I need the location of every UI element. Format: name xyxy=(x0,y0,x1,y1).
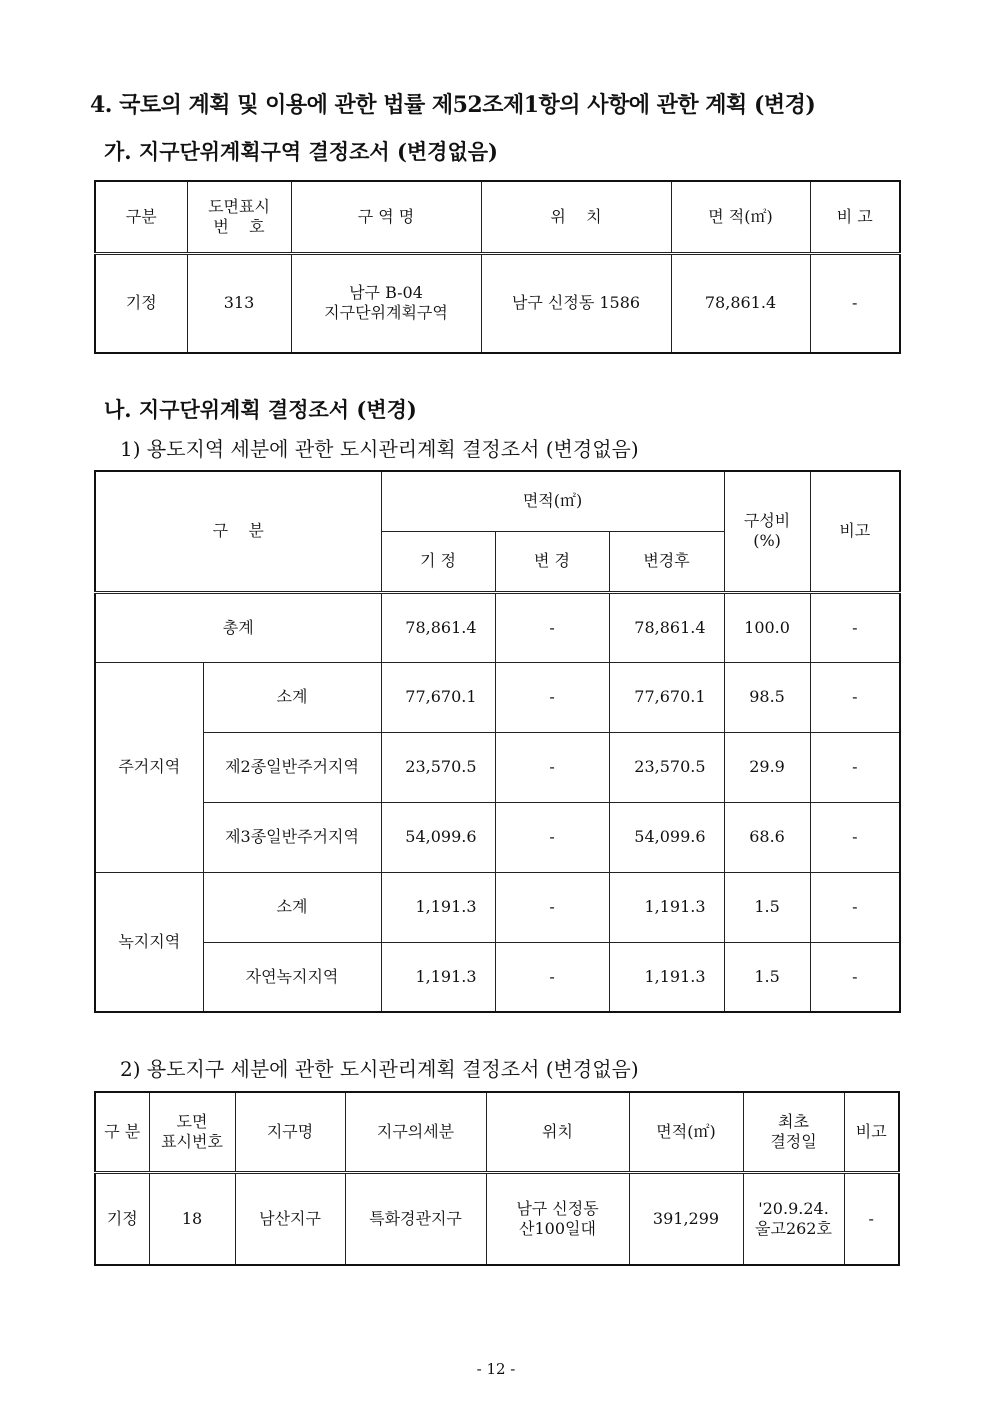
header-type: 구 분 xyxy=(95,471,381,592)
cell-change: - xyxy=(495,662,609,732)
table-row xyxy=(95,1172,899,1265)
cell-existing: 1,191.3 xyxy=(381,872,495,942)
cell-remarks: - xyxy=(810,592,900,662)
cell-remarks: - xyxy=(844,1172,899,1265)
header-district-name: 지구명 xyxy=(235,1092,345,1172)
header-area: 면적(㎡) xyxy=(629,1092,743,1172)
table-row xyxy=(95,872,900,942)
header-area: 면 적(㎡) xyxy=(671,181,810,253)
cell-remarks: - xyxy=(810,942,900,1012)
land-use-district-table xyxy=(94,1091,900,1266)
cell-existing: 77,670.1 xyxy=(381,662,495,732)
cell-change: - xyxy=(495,872,609,942)
header-location: 위 치 xyxy=(481,181,671,253)
cell-remarks: - xyxy=(810,802,900,872)
cell-label: 제3종일반주거지역 xyxy=(203,802,381,872)
cell-label: 소계 xyxy=(203,662,381,732)
header-ratio: 구성비 (%) xyxy=(724,471,810,592)
table-row xyxy=(95,942,900,1012)
subsection-heading-1: 1) 용도지역 세분에 관한 도시관리계획 결정조서 (변경없음) xyxy=(120,437,639,461)
section-heading-a: 가. 지구단위계획구역 결정조서 (변경없음) xyxy=(104,139,498,164)
district-plan-zone-table xyxy=(94,180,901,354)
cell-label: 소계 xyxy=(203,872,381,942)
cell-label: 총계 xyxy=(95,592,381,662)
table-row xyxy=(95,802,900,872)
header-remarks: 비 고 xyxy=(810,181,900,253)
cell-remarks: - xyxy=(810,662,900,732)
cell-after: 23,570.5 xyxy=(609,732,724,802)
cell-remarks: - xyxy=(810,872,900,942)
cell-label: 자연녹지지역 xyxy=(203,942,381,1012)
cell-after: 1,191.3 xyxy=(609,872,724,942)
cell-existing: 1,191.3 xyxy=(381,942,495,1012)
section-heading-b: 나. 지구단위계획 결정조서 (변경) xyxy=(104,397,417,422)
cell-existing: 23,570.5 xyxy=(381,732,495,802)
cell-location: 남구 신정동 1586 xyxy=(481,253,671,353)
header-subdivision: 지구의세분 xyxy=(345,1092,486,1172)
cell-ratio: 1.5 xyxy=(724,942,810,1012)
table-row xyxy=(95,732,900,802)
table-row xyxy=(95,253,900,353)
cell-subdivision: 특화경관지구 xyxy=(345,1172,486,1265)
cell-after: 78,861.4 xyxy=(609,592,724,662)
group-residential: 주거지역 xyxy=(95,662,203,872)
cell-ratio: 68.6 xyxy=(724,802,810,872)
header-existing: 기 정 xyxy=(381,531,495,592)
cell-type: 기정 xyxy=(95,253,187,353)
header-area: 면적(㎡) xyxy=(381,471,724,531)
cell-change: - xyxy=(495,942,609,1012)
header-after: 변경후 xyxy=(609,531,724,592)
cell-existing: 78,861.4 xyxy=(381,592,495,662)
subsection-heading-2: 2) 용도지구 세분에 관한 도시관리계획 결정조서 (변경없음) xyxy=(120,1057,639,1081)
cell-remarks: - xyxy=(810,253,900,353)
land-use-zone-table xyxy=(94,470,901,1013)
cell-after: 77,670.1 xyxy=(609,662,724,732)
cell-location: 남구 신정동 산100일대 xyxy=(486,1172,629,1265)
header-zone-name: 구 역 명 xyxy=(291,181,481,253)
cell-first-decision: '20.9.24. 울고262호 xyxy=(743,1172,844,1265)
cell-type: 기정 xyxy=(95,1172,149,1265)
cell-district-name: 남산지구 xyxy=(235,1172,345,1265)
cell-ratio: 29.9 xyxy=(724,732,810,802)
header-remarks: 비고 xyxy=(844,1092,899,1172)
section-heading-4: 4. 국토의 계획 및 이용에 관한 법률 제52조제1항의 사항에 관한 계획 (변경) xyxy=(90,92,816,118)
header-drawing-no: 도면표시 번 호 xyxy=(187,181,291,253)
page-number: - 12 - xyxy=(476,1360,516,1378)
table-row xyxy=(95,662,900,732)
header-first-decision: 최초 결정일 xyxy=(743,1092,844,1172)
cell-remarks: - xyxy=(810,732,900,802)
cell-after: 54,099.6 xyxy=(609,802,724,872)
header-remarks: 비고 xyxy=(810,471,900,592)
cell-ratio: 98.5 xyxy=(724,662,810,732)
cell-after: 1,191.3 xyxy=(609,942,724,1012)
header-drawing-no: 도면 표시번호 xyxy=(149,1092,235,1172)
cell-change: - xyxy=(495,802,609,872)
table-row-total xyxy=(95,592,900,662)
cell-area: 391,299 xyxy=(629,1172,743,1265)
cell-change: - xyxy=(495,592,609,662)
cell-change: - xyxy=(495,732,609,802)
cell-drawing-no: 18 xyxy=(149,1172,235,1265)
cell-label: 제2종일반주거지역 xyxy=(203,732,381,802)
header-location: 위치 xyxy=(486,1092,629,1172)
cell-area: 78,861.4 xyxy=(671,253,810,353)
cell-drawing-no: 313 xyxy=(187,253,291,353)
cell-zone-name: 남구 B-04 지구단위계획구역 xyxy=(291,253,481,353)
header-type: 구분 xyxy=(95,181,187,253)
cell-ratio: 100.0 xyxy=(724,592,810,662)
header-type: 구 분 xyxy=(95,1092,149,1172)
header-change: 변 경 xyxy=(495,531,609,592)
cell-existing: 54,099.6 xyxy=(381,802,495,872)
group-green: 녹지지역 xyxy=(95,872,203,1012)
cell-ratio: 1.5 xyxy=(724,872,810,942)
